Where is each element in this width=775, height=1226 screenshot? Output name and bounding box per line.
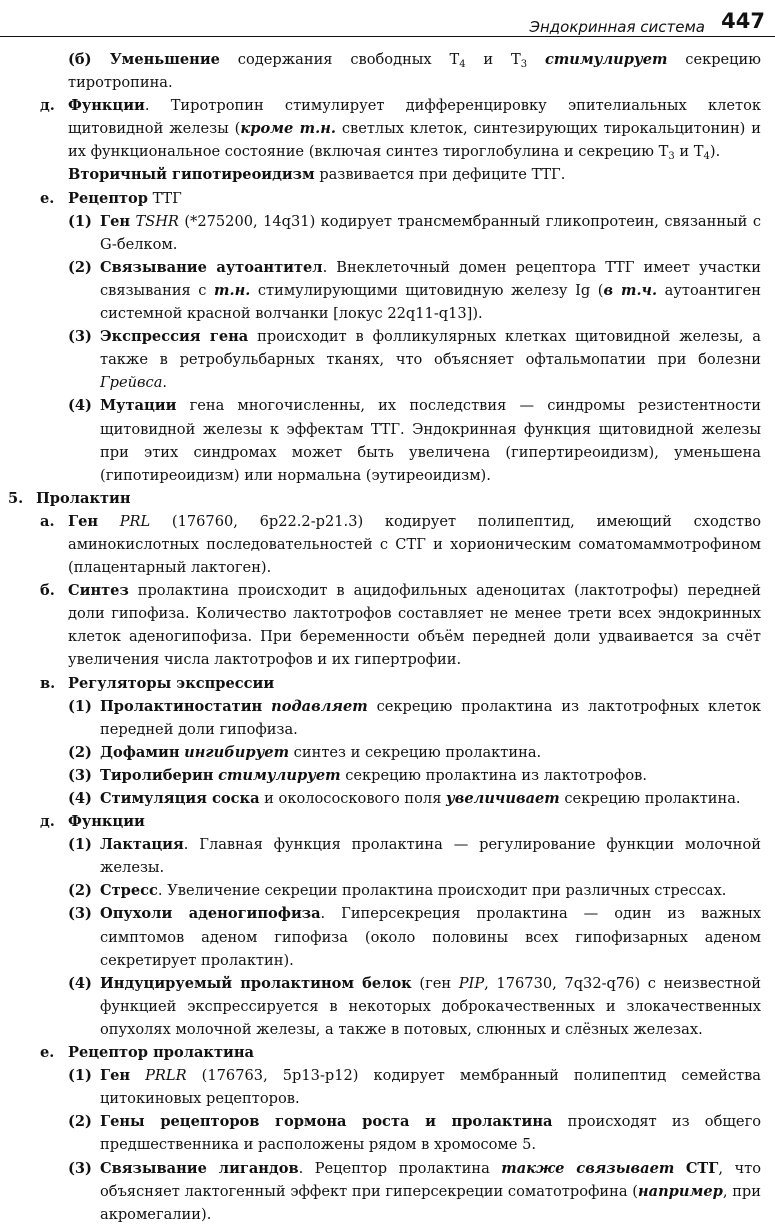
emphasis-text: в т.ч. bbox=[603, 281, 658, 299]
paragraph bbox=[0, 394, 775, 486]
emphasis-text: Ген bbox=[100, 212, 131, 230]
text-run: секрецию пролактина из лактотрофных клеток передней доли гипофиза. bbox=[100, 697, 762, 738]
text-run: Грейвса bbox=[100, 374, 163, 392]
text-run: , при акромегалии). bbox=[100, 1182, 761, 1223]
emphasis-text: Пролактин bbox=[36, 489, 131, 507]
item-marker: (4) bbox=[68, 790, 92, 807]
item-marker: (3) bbox=[68, 905, 92, 923]
paragraph bbox=[0, 163, 775, 186]
paragraph bbox=[0, 879, 775, 902]
text-run: . Тиротропин стимулирует дифференцировку эпителиальных клеток щитовидной железы ( bbox=[68, 97, 761, 138]
running-header bbox=[0, 8, 775, 37]
emphasis-text: Тиролиберин bbox=[100, 766, 214, 784]
text-run: (176763, 5p13-p12) кодирует мембранный полипептид семейства цитокиновых рецепторов. bbox=[100, 1067, 761, 1108]
text-run: , что объясняет лактогенный эффект при гиперсекреции соматотрофина ( bbox=[100, 1159, 762, 1200]
text-run: и T bbox=[465, 51, 521, 68]
text-run: происходят из общего предшественника и расположены рядом в хромосоме 5. bbox=[100, 1113, 761, 1154]
text-run: TSHR bbox=[135, 212, 179, 230]
paragraph bbox=[0, 325, 775, 394]
emphasis-text: Связывание лигандов bbox=[100, 1159, 299, 1177]
emphasis-text: Стимуляция соска bbox=[100, 790, 260, 807]
text-run bbox=[262, 698, 271, 715]
emphasis-text: т.н. bbox=[214, 281, 251, 299]
item-marker: 5. bbox=[8, 489, 24, 507]
item-marker: д. bbox=[40, 813, 55, 831]
item-marker: е. bbox=[40, 1044, 55, 1062]
emphasis-text: кроме т.н. bbox=[240, 120, 336, 138]
paragraph bbox=[0, 1157, 775, 1226]
item-marker: е. bbox=[40, 189, 55, 207]
emphasis-text: также связывает bbox=[501, 1159, 675, 1177]
emphasis-text: Лактация bbox=[100, 836, 184, 854]
item-marker: б. bbox=[40, 582, 55, 600]
subscript: 3 bbox=[520, 59, 528, 70]
item-marker: (3) bbox=[68, 1159, 92, 1177]
emphasis-text: Дофамин bbox=[100, 743, 180, 761]
emphasis-text: Экспрессия гена bbox=[100, 328, 249, 346]
emphasis-text: Связывание аутоантител bbox=[100, 258, 323, 276]
emphasis-text: Гены рецепторов гормона роста и пролактина bbox=[100, 1113, 553, 1131]
paragraph bbox=[0, 764, 775, 787]
item-marker: (2) bbox=[68, 882, 92, 900]
document-body bbox=[0, 48, 775, 1226]
paragraph bbox=[0, 256, 775, 325]
paragraph bbox=[0, 787, 775, 810]
emphasis-text: Вторичный гипотиреоидизм bbox=[68, 166, 315, 184]
item-marker: (1) bbox=[68, 212, 92, 230]
text-run: происходит в фолликулярных клетках щитовидной железы, а также в ретробульбарных тканях, что объясняет офтальмопатии при болезни bbox=[100, 328, 762, 369]
text-run: и околососкового поля bbox=[259, 790, 447, 807]
emphasis-text: Синтез bbox=[68, 582, 129, 600]
text-run: секрецию пролактина из лактотрофов. bbox=[340, 766, 647, 784]
item-marker: (2) bbox=[68, 1113, 92, 1131]
paragraph bbox=[0, 210, 775, 256]
item-marker: д. bbox=[40, 97, 55, 115]
emphasis-text: например bbox=[637, 1182, 723, 1200]
item-marker: (1) bbox=[68, 1067, 92, 1085]
text-run: (ген bbox=[411, 974, 459, 992]
subscript: 4 bbox=[459, 59, 466, 70]
emphasis-text: увеличивает bbox=[446, 790, 560, 807]
paragraph bbox=[0, 902, 775, 971]
emphasis-text: Пролактиностатин bbox=[100, 697, 263, 715]
text-run: и T bbox=[674, 143, 704, 161]
text-run: , 176730, 7q32-q76) с неизвестной функцией экспрессируется в некоторых доброкачественных и злокачественных опухолях молочной железы, а также в потовых, слюнных и слёзных железах. bbox=[100, 974, 762, 1038]
text-run: . Гиперсекреция пролактина — один из важных симптомов аденом гипофиза (около половины всех гипофизарных аденом секретирует пролактин). bbox=[100, 905, 762, 969]
emphasis-text: Рецептор bbox=[68, 189, 148, 207]
paragraph bbox=[0, 972, 775, 1041]
emphasis-text: Функции bbox=[68, 97, 145, 115]
text-run: . Увеличение секреции пролактина происходит при различных стрессах. bbox=[157, 882, 727, 900]
item-marker: (4) bbox=[68, 397, 92, 415]
emphasis-text: ингибирует bbox=[184, 743, 290, 761]
emphasis-text: Ген bbox=[68, 512, 99, 530]
subscript: 3 bbox=[668, 151, 675, 163]
item-marker: (3) bbox=[68, 766, 92, 784]
text-run: секрецию тиротропина. bbox=[68, 51, 761, 92]
text-run: . Внеклеточный домен рецептора ТТГ имеет участки связывания с bbox=[100, 258, 761, 299]
paragraph bbox=[0, 810, 775, 833]
text-run: PRL bbox=[119, 512, 151, 530]
text-run: . Рецептор пролактина bbox=[298, 1159, 502, 1177]
text-run: PIP bbox=[458, 974, 485, 992]
text-run: пролактина происходит в ацидофильных аденоцитах (лактотрофы) передней доли гипофиза. Количество лактотрофов составляет не менее трети всех эндокринных клеток аденогипофиза. При беременности объём передней доли удваивается за счёт увеличения числа лактотрофов и их гипертрофии. bbox=[68, 582, 761, 669]
paragraph bbox=[0, 579, 775, 671]
paragraph bbox=[0, 741, 775, 764]
text-run bbox=[527, 51, 545, 68]
emphasis-text: Регуляторы экспрессии bbox=[68, 674, 275, 692]
text-run: развивается при дефиците ТТГ. bbox=[314, 166, 566, 184]
text-run: (*275200, 14q31) кодирует трансмембранный гликопротеин, связанный с G-белком. bbox=[100, 212, 761, 253]
item-marker: (3) bbox=[68, 328, 92, 346]
emphasis-text: Функции bbox=[68, 813, 145, 831]
text-run: стимулирующими щитовидную железу Ig ( bbox=[250, 281, 604, 299]
text-run bbox=[98, 513, 120, 530]
text-run: синтез и секрецию пролактина. bbox=[289, 743, 542, 761]
item-marker: (1) bbox=[68, 697, 92, 715]
text-run bbox=[130, 1067, 145, 1084]
paragraph bbox=[0, 1041, 775, 1064]
text-run: PRLR bbox=[145, 1067, 187, 1085]
item-marker: (1) bbox=[68, 836, 92, 854]
text-run: . bbox=[162, 374, 168, 392]
emphasis-text: Индуцируемый пролактином белок bbox=[100, 974, 412, 992]
text-run: секрецию пролактина. bbox=[559, 790, 741, 807]
paragraph bbox=[0, 187, 775, 210]
item-marker: (2) bbox=[68, 258, 92, 276]
page-number: 447 bbox=[721, 9, 765, 33]
paragraph bbox=[0, 1110, 775, 1156]
emphasis-text: Стресс bbox=[100, 882, 158, 900]
text-run bbox=[674, 1160, 685, 1177]
text-run: гена многочисленны, их последствия — синдромы резистентности щитовидной железы к эффектам ТТГ. Эндокринная функция щитовидной железы при этих синдромах может быть увеличена (гипертиреоидизм), уменьшена (гипотиреоидизм) или нормальна (эутиреоидизм). bbox=[100, 397, 761, 484]
text-run: светлых клеток, синтезирующих тирокальцитонин) и их функциональное состояние (включая синтез тироглобулина и секрецию T bbox=[68, 120, 762, 161]
item-marker: а. bbox=[40, 512, 55, 530]
paragraph bbox=[0, 487, 775, 510]
text-run: ). bbox=[709, 143, 721, 161]
text-run: (176760, 6p22.2-p21.3) кодирует полипептид, имеющий сходство аминокислотных последовательностей с СТГ и хорионическим соматомаммотрофином (плацентарный лактоген). bbox=[68, 512, 762, 577]
emphasis-text: Мутации bbox=[100, 397, 177, 415]
text-run: . Главная функция пролактина — регулирование функции молочной железы. bbox=[100, 836, 761, 877]
text-run: содержания свободных T bbox=[219, 51, 460, 68]
paragraph bbox=[0, 672, 775, 695]
item-marker: (2) bbox=[68, 743, 92, 761]
paragraph bbox=[0, 833, 775, 879]
text-run: аутоантиген системной красной волчанки [локус 22q11-q13]). bbox=[100, 281, 762, 323]
paragraph bbox=[0, 94, 775, 163]
paragraph bbox=[0, 510, 775, 579]
item-marker: в. bbox=[40, 674, 56, 692]
header-title: Эндокринная система bbox=[529, 18, 705, 36]
paragraph bbox=[0, 48, 775, 94]
emphasis-text: подавляет bbox=[271, 697, 368, 715]
emphasis-text: Рецептор пролактина bbox=[68, 1044, 254, 1062]
item-marker: (4) bbox=[68, 974, 92, 992]
emphasis-text: Опухоли аденогипофиза bbox=[100, 905, 321, 923]
emphasis-text: стимулирует bbox=[544, 51, 668, 68]
emphasis-text: стимулирует bbox=[218, 766, 341, 784]
paragraph bbox=[0, 1064, 775, 1110]
emphasis-text: СТГ bbox=[685, 1159, 719, 1177]
emphasis-text: Ген bbox=[100, 1067, 131, 1085]
text-run: ТТГ bbox=[148, 189, 182, 207]
paragraph bbox=[0, 695, 775, 741]
subscript: 4 bbox=[703, 151, 710, 163]
emphasis-text: (б) Уменьшение bbox=[68, 51, 220, 68]
